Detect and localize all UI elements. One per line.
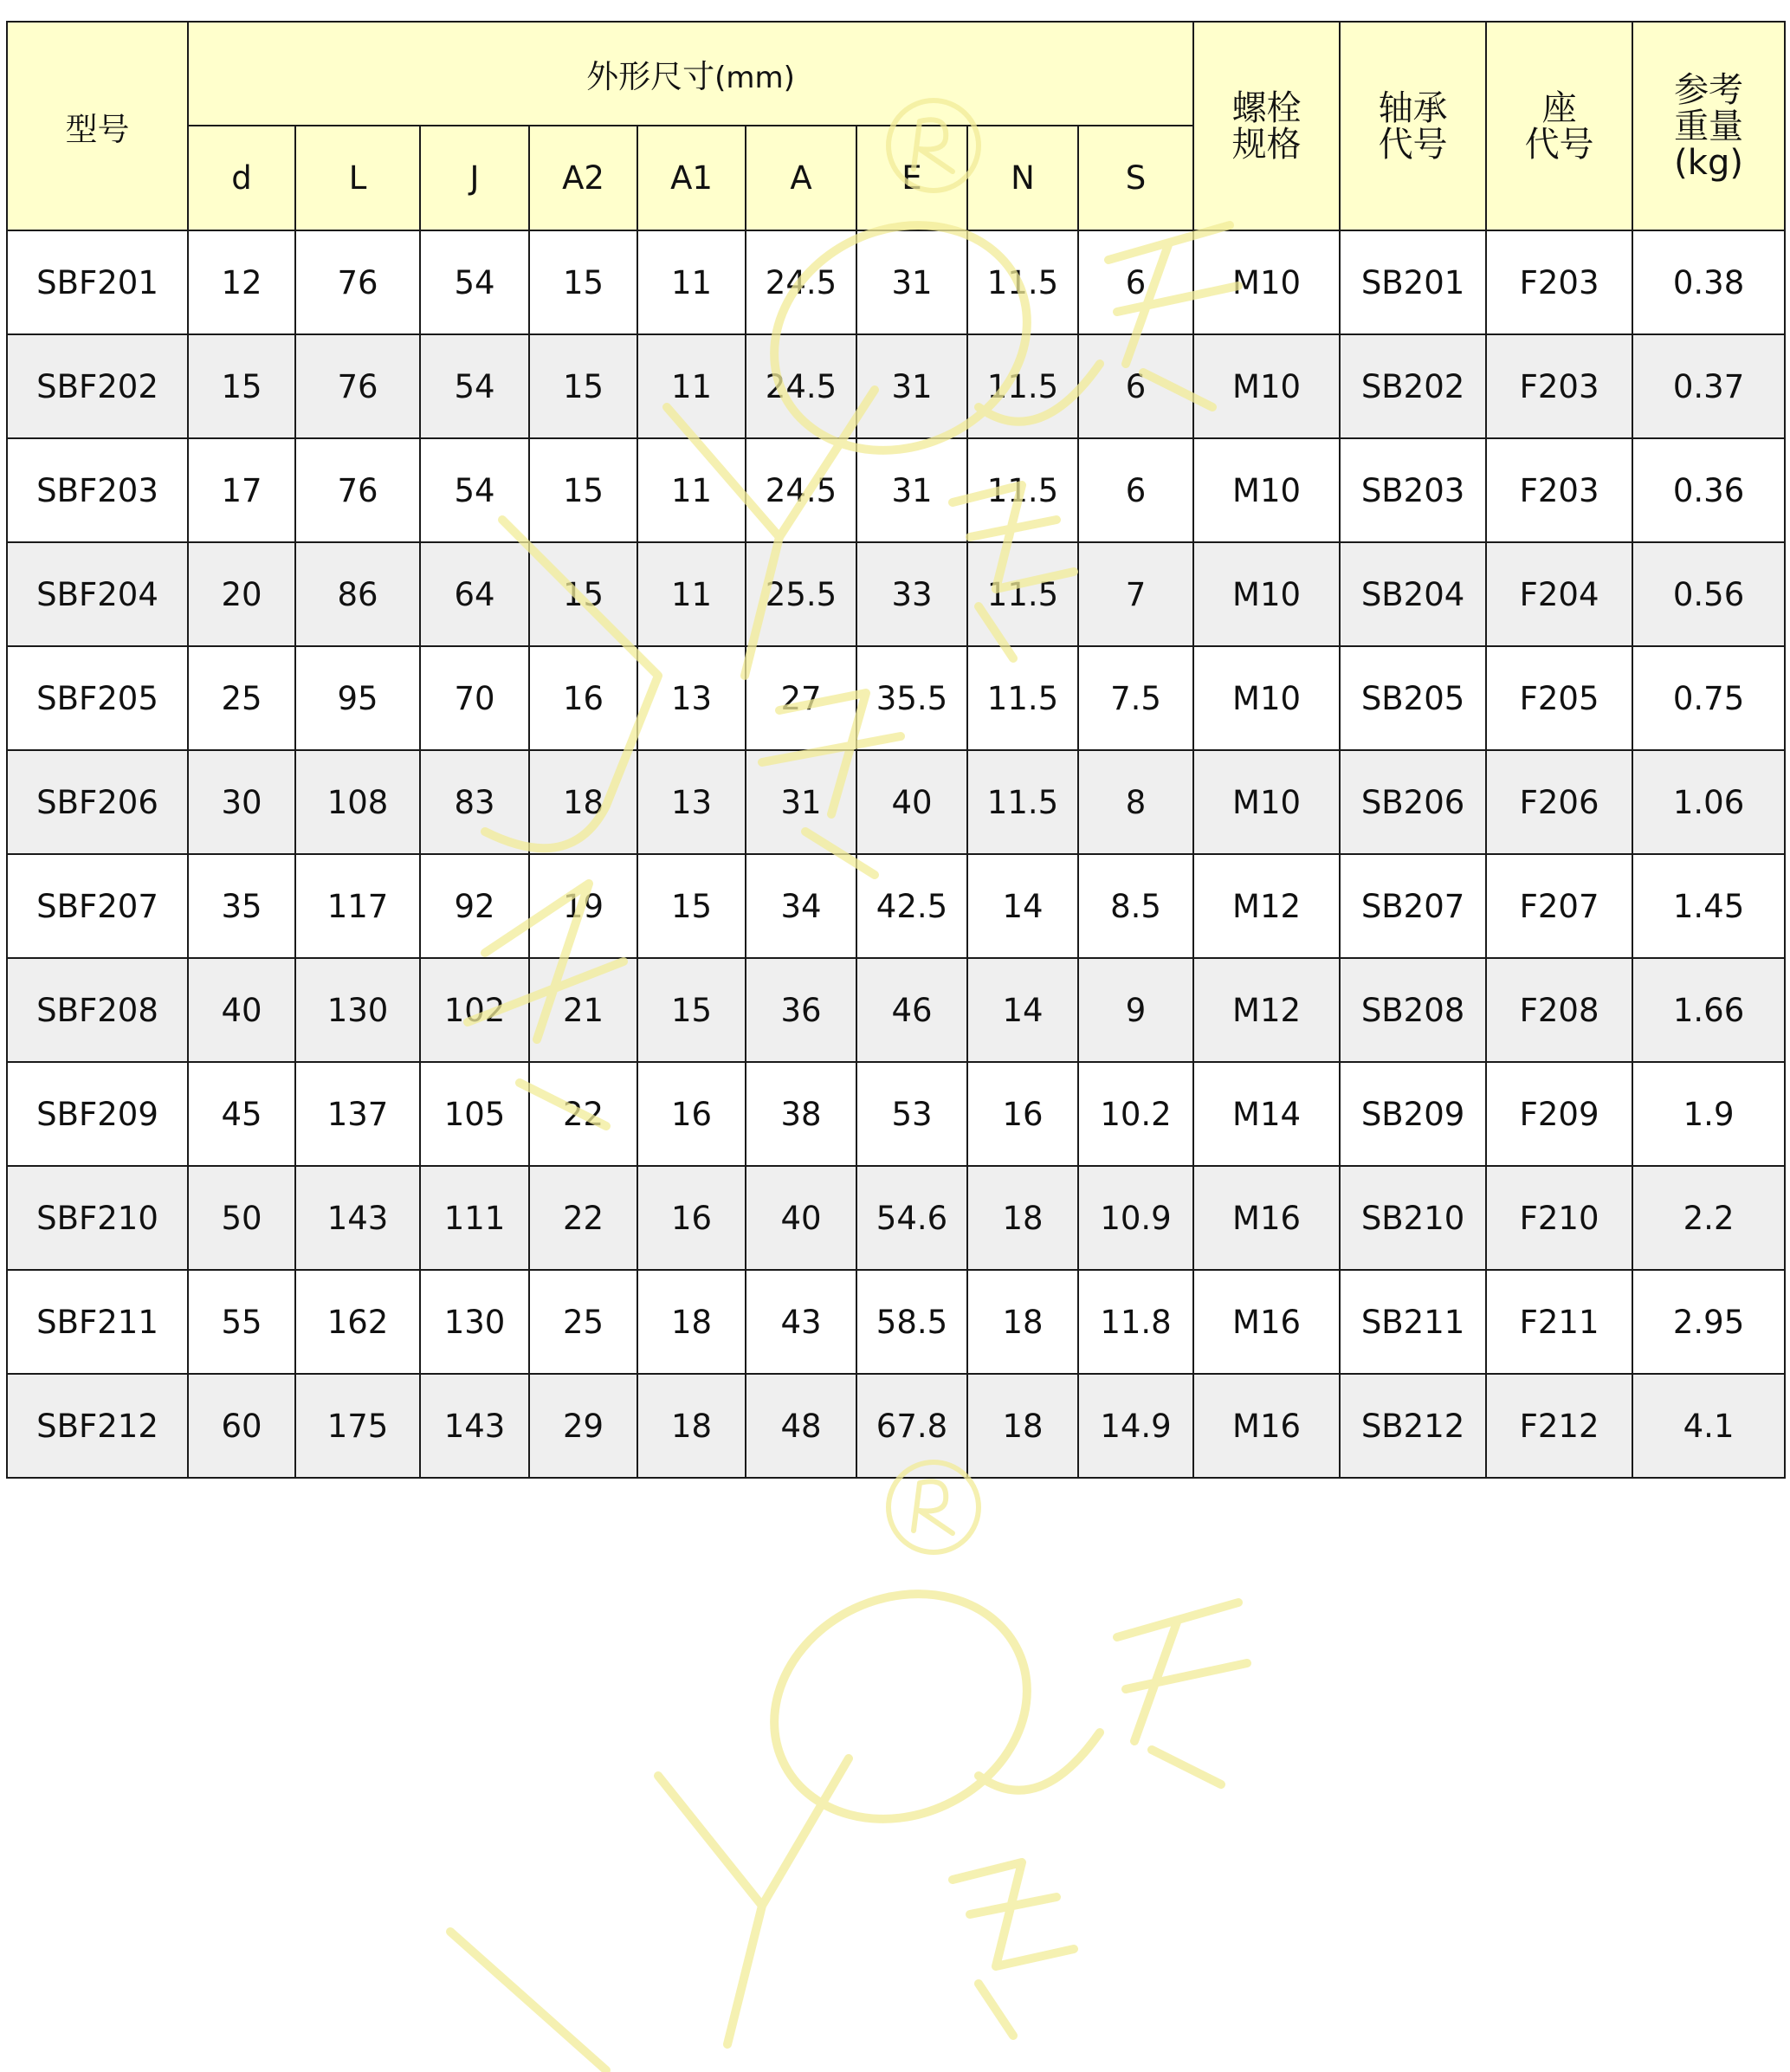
cell-bolt-spec: M12 [1193,958,1340,1062]
cell-d: 25 [188,646,295,750]
header-housing-code: 座 代号 [1486,22,1632,230]
cell-J: 70 [420,646,529,750]
cell-A2: 29 [529,1374,637,1478]
cell-J: 105 [420,1062,529,1166]
cell-J: 130 [420,1270,529,1374]
cell-A1: 11 [637,438,746,542]
col-S: S [1078,126,1193,230]
cell-L: 76 [295,334,420,438]
cell-N: 16 [967,1062,1078,1166]
cell-bearing-code: SB210 [1340,1166,1486,1270]
cell-d: 50 [188,1166,295,1270]
char-shape-lower-2 [953,1862,1074,2036]
header-bolt-spec: 螺栓 规格 [1193,22,1340,230]
cell-housing-code: F203 [1486,334,1632,438]
cell-model: SBF205 [7,646,188,750]
cell-bearing-code: SB204 [1340,542,1486,646]
cell-housing-code: F206 [1486,750,1632,854]
cell-model: SBF202 [7,334,188,438]
cell-bearing-code: SB211 [1340,1270,1486,1374]
cell-S: 6 [1078,230,1193,334]
cell-d: 45 [188,1062,295,1166]
watermark-group-lower [450,1462,1247,2070]
col-N: N [967,126,1078,230]
cell-d: 60 [188,1374,295,1478]
cell-A: 40 [746,1166,856,1270]
cell-d: 40 [188,958,295,1062]
cell-bearing-code: SB203 [1340,438,1486,542]
cell-N: 11.5 [967,230,1078,334]
cell-A1: 11 [637,542,746,646]
cell-S: 7 [1078,542,1193,646]
col-A2: A2 [529,126,637,230]
cell-weight: 1.66 [1632,958,1785,1062]
cell-bolt-spec: M16 [1193,1270,1340,1374]
cell-S: 9 [1078,958,1193,1062]
cell-bolt-spec: M14 [1193,1062,1340,1166]
cell-housing-code: F207 [1486,854,1632,958]
cell-weight: 1.45 [1632,854,1785,958]
cell-d: 30 [188,750,295,854]
cell-weight: 1.06 [1632,750,1785,854]
cell-A1: 18 [637,1270,746,1374]
cell-E: 67.8 [856,1374,967,1478]
spec-table [6,21,1786,1479]
cell-weight: 0.56 [1632,542,1785,646]
table-row [7,958,1785,1062]
cell-A2: 15 [529,542,637,646]
cell-L: 130 [295,958,420,1062]
cell-bolt-spec: M12 [1193,854,1340,958]
letter-j-lower-shape [450,1932,606,2070]
cell-bearing-code: SB207 [1340,854,1486,958]
cell-A: 31 [746,750,856,854]
col-L: L [295,126,420,230]
cell-housing-code: F209 [1486,1062,1632,1166]
cell-A1: 18 [637,1374,746,1478]
cell-E: 33 [856,542,967,646]
cell-S: 14.9 [1078,1374,1193,1478]
cell-S: 8.5 [1078,854,1193,958]
cell-A: 24.5 [746,230,856,334]
cell-E: 58.5 [856,1270,967,1374]
cell-d: 17 [188,438,295,542]
cell-L: 162 [295,1270,420,1374]
cell-bearing-code: SB205 [1340,646,1486,750]
cell-A2: 15 [529,230,637,334]
cell-model: SBF209 [7,1062,188,1166]
table-row [7,334,1785,438]
cell-bolt-spec: M10 [1193,646,1340,750]
cell-A1: 11 [637,334,746,438]
cell-bearing-code: SB209 [1340,1062,1486,1166]
cell-A: 27 [746,646,856,750]
cell-E: 31 [856,438,967,542]
cell-E: 31 [856,230,967,334]
table-row [7,646,1785,750]
table-row [7,542,1785,646]
cell-L: 95 [295,646,420,750]
cell-L: 143 [295,1166,420,1270]
table-row [7,230,1785,334]
letter-q-lower-shape [737,1553,1064,1859]
cell-E: 35.5 [856,646,967,750]
cell-A: 34 [746,854,856,958]
char-shape-lower-1 [1117,1603,1247,1784]
cell-weight: 1.9 [1632,1062,1785,1166]
cell-N: 14 [967,854,1078,958]
table-row [7,1374,1785,1478]
cell-bolt-spec: M10 [1193,750,1340,854]
table-row [7,750,1785,854]
col-d: d [188,126,295,230]
cell-S: 11.8 [1078,1270,1193,1374]
cell-E: 40 [856,750,967,854]
cell-bearing-code: SB206 [1340,750,1486,854]
cell-model: SBF210 [7,1166,188,1270]
table-row [7,1270,1785,1374]
cell-A2: 18 [529,750,637,854]
letter-y-lower-shape [658,1758,849,2044]
cell-J: 64 [420,542,529,646]
cell-L: 76 [295,438,420,542]
cell-A: 24.5 [746,438,856,542]
cell-d: 15 [188,334,295,438]
cell-L: 175 [295,1374,420,1478]
col-E: E [856,126,967,230]
cell-housing-code: F203 [1486,230,1632,334]
cell-J: 54 [420,230,529,334]
cell-housing-code: F203 [1486,438,1632,542]
cell-L: 86 [295,542,420,646]
cell-bolt-spec: M10 [1193,438,1340,542]
cell-A1: 16 [637,1062,746,1166]
cell-N: 11.5 [967,750,1078,854]
cell-S: 10.9 [1078,1166,1193,1270]
cell-A2: 16 [529,646,637,750]
header-weight: 参考 重量 (kg) [1632,22,1785,230]
cell-A2: 22 [529,1166,637,1270]
cell-N: 18 [967,1270,1078,1374]
header-model: 型号 [7,22,188,230]
cell-d: 55 [188,1270,295,1374]
cell-S: 10.2 [1078,1062,1193,1166]
cell-N: 18 [967,1166,1078,1270]
cell-weight: 0.36 [1632,438,1785,542]
cell-A1: 13 [637,646,746,750]
cell-J: 143 [420,1374,529,1478]
cell-E: 54.6 [856,1166,967,1270]
cell-weight: 2.95 [1632,1270,1785,1374]
cell-A2: 15 [529,334,637,438]
cell-model: SBF201 [7,230,188,334]
cell-housing-code: F204 [1486,542,1632,646]
cell-J: 92 [420,854,529,958]
cell-housing-code: F211 [1486,1270,1632,1374]
cell-A1: 11 [637,230,746,334]
cell-N: 11.5 [967,438,1078,542]
table-row [7,438,1785,542]
cell-model: SBF211 [7,1270,188,1374]
cell-N: 18 [967,1374,1078,1478]
cell-E: 46 [856,958,967,1062]
cell-housing-code: F205 [1486,646,1632,750]
cell-A1: 13 [637,750,746,854]
cell-bolt-spec: M16 [1193,1166,1340,1270]
cell-bolt-spec: M16 [1193,1374,1340,1478]
cell-d: 12 [188,230,295,334]
cell-N: 11.5 [967,334,1078,438]
cell-N: 11.5 [967,646,1078,750]
cell-N: 14 [967,958,1078,1062]
cell-model: SBF208 [7,958,188,1062]
col-A: A [746,126,856,230]
cell-A: 48 [746,1374,856,1478]
cell-A: 25.5 [746,542,856,646]
cell-A2: 19 [529,854,637,958]
cell-S: 8 [1078,750,1193,854]
cell-bearing-code: SB202 [1340,334,1486,438]
cell-weight: 0.75 [1632,646,1785,750]
cell-bearing-code: SB201 [1340,230,1486,334]
cell-A2: 22 [529,1062,637,1166]
col-J: J [420,126,529,230]
table-row [7,854,1785,958]
cell-L: 108 [295,750,420,854]
cell-A1: 16 [637,1166,746,1270]
cell-A: 24.5 [746,334,856,438]
cell-A: 38 [746,1062,856,1166]
cell-S: 6 [1078,334,1193,438]
cell-L: 76 [295,230,420,334]
cell-A1: 15 [637,854,746,958]
cell-A2: 15 [529,438,637,542]
cell-bolt-spec: M10 [1193,230,1340,334]
cell-d: 35 [188,854,295,958]
cell-housing-code: F208 [1486,958,1632,1062]
cell-J: 111 [420,1166,529,1270]
cell-J: 54 [420,334,529,438]
cell-S: 6 [1078,438,1193,542]
header-bearing-code: 轴承 代号 [1340,22,1486,230]
cell-L: 137 [295,1062,420,1166]
cell-E: 42.5 [856,854,967,958]
cell-J: 83 [420,750,529,854]
cell-N: 11.5 [967,542,1078,646]
cell-housing-code: F212 [1486,1374,1632,1478]
col-A1: A1 [637,126,746,230]
cell-model: SBF204 [7,542,188,646]
cell-A2: 25 [529,1270,637,1374]
cell-d: 20 [188,542,295,646]
cell-model: SBF212 [7,1374,188,1478]
cell-weight: 4.1 [1632,1374,1785,1478]
table-row [7,1062,1785,1166]
cell-bolt-spec: M10 [1193,334,1340,438]
cell-J: 102 [420,958,529,1062]
cell-weight: 2.2 [1632,1166,1785,1270]
cell-L: 117 [295,854,420,958]
cell-J: 54 [420,438,529,542]
cell-A1: 15 [637,958,746,1062]
cell-E: 53 [856,1062,967,1166]
cell-model: SBF207 [7,854,188,958]
cell-bearing-code: SB208 [1340,958,1486,1062]
cell-A: 36 [746,958,856,1062]
cell-E: 31 [856,334,967,438]
cell-weight: 0.37 [1632,334,1785,438]
table-row [7,1166,1785,1270]
cell-housing-code: F210 [1486,1166,1632,1270]
cell-model: SBF206 [7,750,188,854]
cell-A2: 21 [529,958,637,1062]
cell-model: SBF203 [7,438,188,542]
cell-S: 7.5 [1078,646,1193,750]
cell-A: 43 [746,1270,856,1374]
cell-bolt-spec: M10 [1193,542,1340,646]
cell-bearing-code: SB212 [1340,1374,1486,1478]
header-dimensions: 外形尺寸(mm) [188,22,1193,126]
cell-weight: 0.38 [1632,230,1785,334]
